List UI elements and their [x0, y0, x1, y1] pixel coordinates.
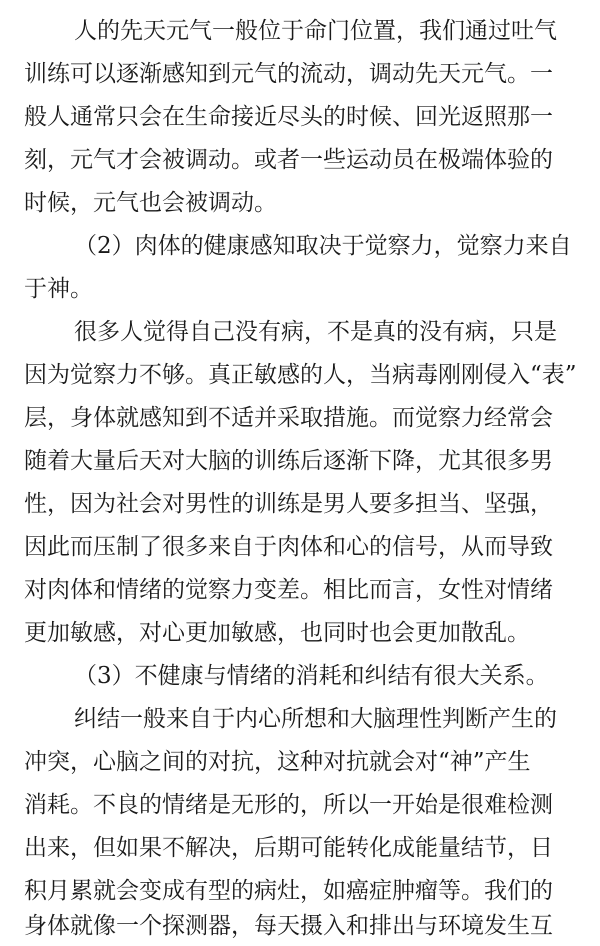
text-line — [0, 656, 600, 696]
text-line — [0, 527, 600, 567]
paragraph-5-line-2: 冲突，心脑之间的对抗，这种对抗就会对“神”产生 — [24, 749, 531, 775]
paragraph-1-line-2: 训练可以逐渐感知到元气的流动，调动先天元气。一 — [24, 61, 553, 87]
text-line — [0, 140, 600, 180]
paragraph-1-line-5: 时候，元气也会被调动。 — [24, 190, 277, 216]
paragraph-3-line-2: 因为觉察力不够。真正敏感的人，当病毒刚刚侵入“表” — [24, 362, 577, 388]
text-line — [0, 441, 600, 481]
text-line — [0, 785, 600, 825]
paragraph-3-line-7: 对肉体和情绪的觉察力变差。相比而言，女性对情绪 — [24, 577, 553, 603]
text-line — [0, 570, 600, 610]
text-line — [0, 742, 600, 782]
text-line — [0, 871, 600, 911]
text-line — [0, 484, 600, 524]
text-line — [0, 613, 600, 653]
text-line — [0, 11, 600, 51]
section-heading-2-line-2: 于神。 — [24, 276, 93, 302]
paragraph-3-line-1: 很多人觉得自己没有病，不是真的没有病，只是 — [74, 319, 557, 345]
paragraph-5-line-5: 积月累就会变成有型的病灶，如癌症肿瘤等。我们的 — [24, 878, 553, 904]
text-line — [0, 269, 600, 309]
paragraph-3-line-8: 更加敏感，对心更加敏感，也同时也会更加散乱。 — [24, 620, 530, 646]
paragraph-3-line-5: 性，因为社会对男性的训练是男人要多担当、坚强， — [24, 491, 553, 517]
text-line — [0, 355, 600, 395]
text-line — [0, 398, 600, 438]
paragraph-3-line-4: 随着大量后天对大脑的训练后逐渐下降，尤其很多男 — [24, 448, 553, 474]
paragraph-3-line-6: 因此而压制了很多来自于肉体和心的信号，从而导致 — [24, 534, 553, 560]
paragraph-5-line-6: 身体就像一个探测器，每天摄入和排出与环境发生互 — [24, 913, 553, 939]
paragraph-3-line-3: 层，身体就感知到不适并采取措施。而觉察力经常会 — [24, 405, 553, 431]
paragraph-1-line-1: 人的先天元气一般位于命门位置，我们通过吐气 — [74, 18, 557, 44]
paragraph-1-line-3: 般人通常只会在生命接近尽头的时候、回光返照那一 — [24, 104, 553, 130]
text-line — [0, 183, 600, 223]
text-line — [0, 828, 600, 868]
text-line — [0, 226, 600, 266]
section-heading-2-line-1: （2）肉体的健康感知取决于觉察力，觉察力来自 — [74, 233, 572, 259]
text-line — [0, 97, 600, 137]
paragraph-5-line-1: 纠结一般来自于内心所想和大脑理性判断产生的 — [74, 706, 557, 732]
text-line — [0, 699, 600, 739]
section-heading-3: （3）不健康与情绪的消耗和纠结有很大关系。 — [74, 663, 549, 689]
paragraph-5-line-3: 消耗。不良的情绪是无形的，所以一开始是很难检测 — [24, 792, 553, 818]
paragraph-1-line-4: 刻，元气才会被调动。或者一些运动员在极端体验的 — [24, 147, 553, 173]
text-line — [0, 312, 600, 352]
text-line — [0, 906, 600, 939]
text-line — [0, 54, 600, 94]
paragraph-5-line-4: 出来，但如果不解决，后期可能转化成能量结节，日 — [24, 835, 553, 861]
